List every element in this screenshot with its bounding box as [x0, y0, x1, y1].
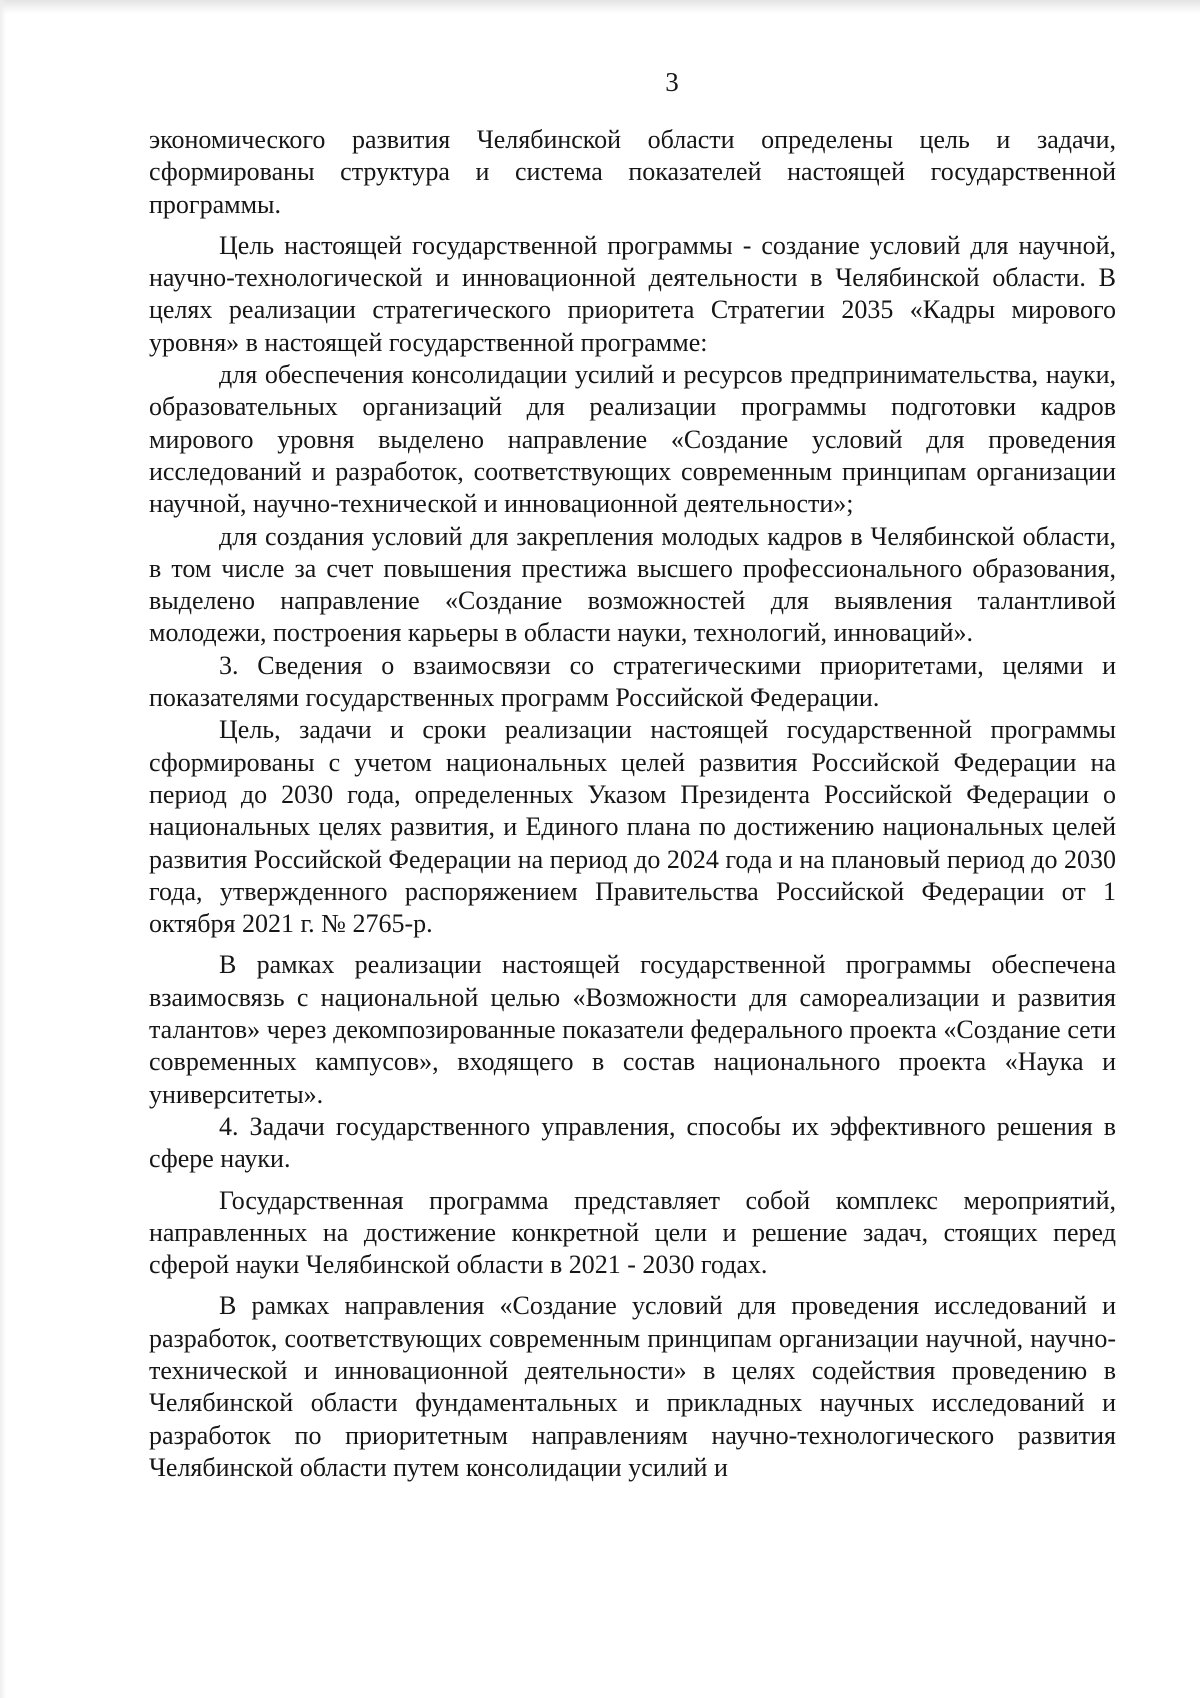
page-number: 3	[665, 67, 679, 97]
paragraph-continuation: экономического развития Челябинской области определены цель и задачи, сформированы структура и система показателей настоящей государственной программы.	[149, 125, 1116, 219]
scan-edge-left	[0, 0, 6, 1698]
paragraph-direction-research: для обеспечения консолидации усилий и ресурсов предпринимательства, науки, образовательных организаций для реализации программы подготовки кадров мирового уровня выделено направление «Создание условий для проведения исследований и разработок, соответствующих современным принципам организации научной, научно-технической и инновационной деятельности»;	[149, 360, 1116, 519]
paragraph-goal: Цель настоящей государственной программы - создание условий для научной, научно-технологической и инновационной деятельности в Челябинской области. В целях реализации стратегического приоритета Стратегии 2035 «Кадры мирового уровня» в настоящей государственной программе:	[149, 230, 1116, 357]
paragraph-federal-project: В рамках реализации настоящей государственной программы обеспечена взаимосвязь с национальной целью «Возможности для самореализации и развития талантов» через декомпозированные показатели федерального проекта «Создание сети современных кампусов», входящего в состав национального проекта «Наука и университеты».	[149, 950, 1116, 1109]
paragraph-direction-conditions: В рамках направления «Создание условий для проведения исследований и разработок, соответствующих современным принципам организации научной, научно-технической и инновационной деятельности» в целях содействия проведению в Челябинской области фундаментальных и прикладных научных исследований и разработок по приоритетным направлениям научно-технологического развития Челябинской области путем консолидации усилий и	[149, 1291, 1116, 1482]
scan-edge-top	[0, 0, 1200, 14]
body-text	[149, 124, 1116, 1484]
section-heading-3: 3. Сведения о взаимосвязи со стратегическими приоритетами, целями и показателями государственных программ Российской Федерации.	[149, 650, 1116, 713]
paragraph-direction-youth: для создания условий для закрепления молодых кадров в Челябинской области, в том числе за счет повышения престижа высшего профессионального образования, выделено направление «Создание возможностей для выявления талантливой молодежи, построения карьеры в области науки, технологий, инноваций».	[149, 521, 1116, 648]
paragraph-national-goals: Цель, задачи и сроки реализации настоящей государственной программы сформированы с учетом национальных целей развития Российской Федерации на период до 2030 года, определенных Указом Президента Российской Федерации о национальных целях развития, и Единого плана по достижению национальных целей развития Российской Федерации на период до 2024 года и на плановый период до 2030 года, утвержденного распоряжением Правительства Российской Федерации от 1 октября 2021 г. № 2765-р.	[149, 715, 1116, 939]
section-heading-4: 4. Задачи государственного управления, способы их эффективного решения в сфере науки.	[149, 1111, 1116, 1174]
paragraph-program-complex: Государственная программа представляет собой комплекс мероприятий, направленных на достижение конкретной цели и решение задач, стоящих перед сферой науки Челябинской области в 2021 - 2030 годах.	[149, 1185, 1116, 1280]
